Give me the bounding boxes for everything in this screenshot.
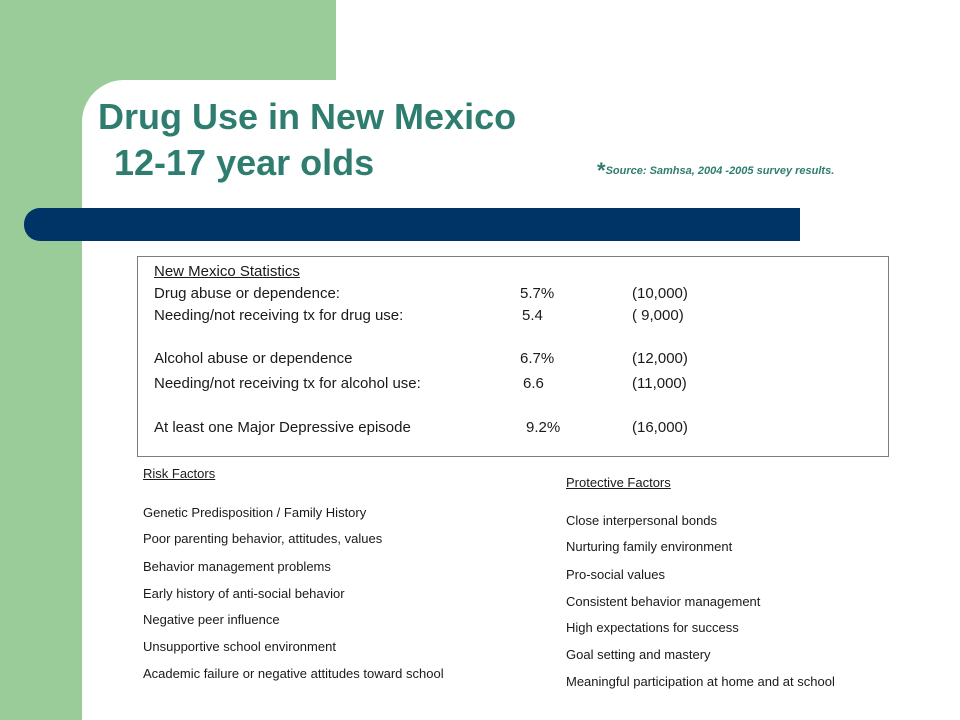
stat-percent: 5.7% [520, 285, 555, 302]
list-item: Behavior management problems [143, 559, 331, 574]
list-item: Goal setting and mastery [566, 647, 711, 662]
source-text: Source: Samhsa, 2004 -2005 survey results. [605, 165, 835, 177]
stat-count: ( 9,000) [632, 307, 684, 324]
stat-label: At least one Major Depressive episode [154, 419, 411, 436]
list-item: Poor parenting behavior, attitudes, values [143, 531, 383, 546]
stat-row [154, 375, 874, 395]
slide-title: Drug Use in New Mexico [98, 96, 517, 137]
list-item: Meaningful participation at home and at school [566, 674, 835, 689]
list-item: High expectations for success [566, 620, 739, 635]
stat-label: Needing/not receiving tx for alcohol use: [154, 375, 421, 392]
list-item: Nurturing family environment [566, 539, 733, 554]
stat-label: Needing/not receiving tx for drug use: [154, 307, 404, 324]
stat-percent: 6.7% [520, 350, 555, 367]
stat-percent: 6.6 [523, 375, 544, 392]
list-item: Unsupportive school environment [143, 639, 336, 654]
list-item: Academic failure or negative attitudes toward school [143, 666, 444, 681]
title-divider-bar [24, 208, 800, 241]
list-item: Consistent behavior management [566, 594, 761, 609]
stat-percent: 9.2% [526, 419, 561, 436]
stat-count: (10,000) [632, 285, 688, 302]
stat-label: Drug abuse or dependence: [154, 285, 340, 302]
stat-row [154, 419, 874, 439]
stat-percent: 5.4 [522, 307, 543, 324]
stat-row [154, 285, 874, 305]
list-item: Early history of anti-social behavior [143, 586, 345, 601]
stat-label: Alcohol abuse or dependence [154, 350, 353, 367]
statistics-heading: New Mexico Statistics [154, 263, 300, 280]
stat-count: (12,000) [632, 350, 688, 367]
stat-count: (11,000) [632, 375, 687, 392]
source-asterisk: * [597, 158, 606, 183]
stat-count: (16,000) [632, 419, 688, 436]
statistics-box [137, 256, 889, 457]
list-item: Pro-social values [566, 567, 665, 582]
risk-factors-heading: Risk Factors [143, 466, 216, 481]
protective-factors-heading: Protective Factors [566, 475, 671, 490]
stat-row [154, 350, 874, 370]
list-item: Genetic Predisposition / Family History [143, 505, 367, 520]
source-note [597, 158, 834, 184]
stat-row [154, 307, 874, 327]
list-item: Close interpersonal bonds [566, 513, 718, 528]
slide-subtitle: 12-17 year olds [114, 142, 375, 183]
list-item: Negative peer influence [143, 612, 280, 627]
